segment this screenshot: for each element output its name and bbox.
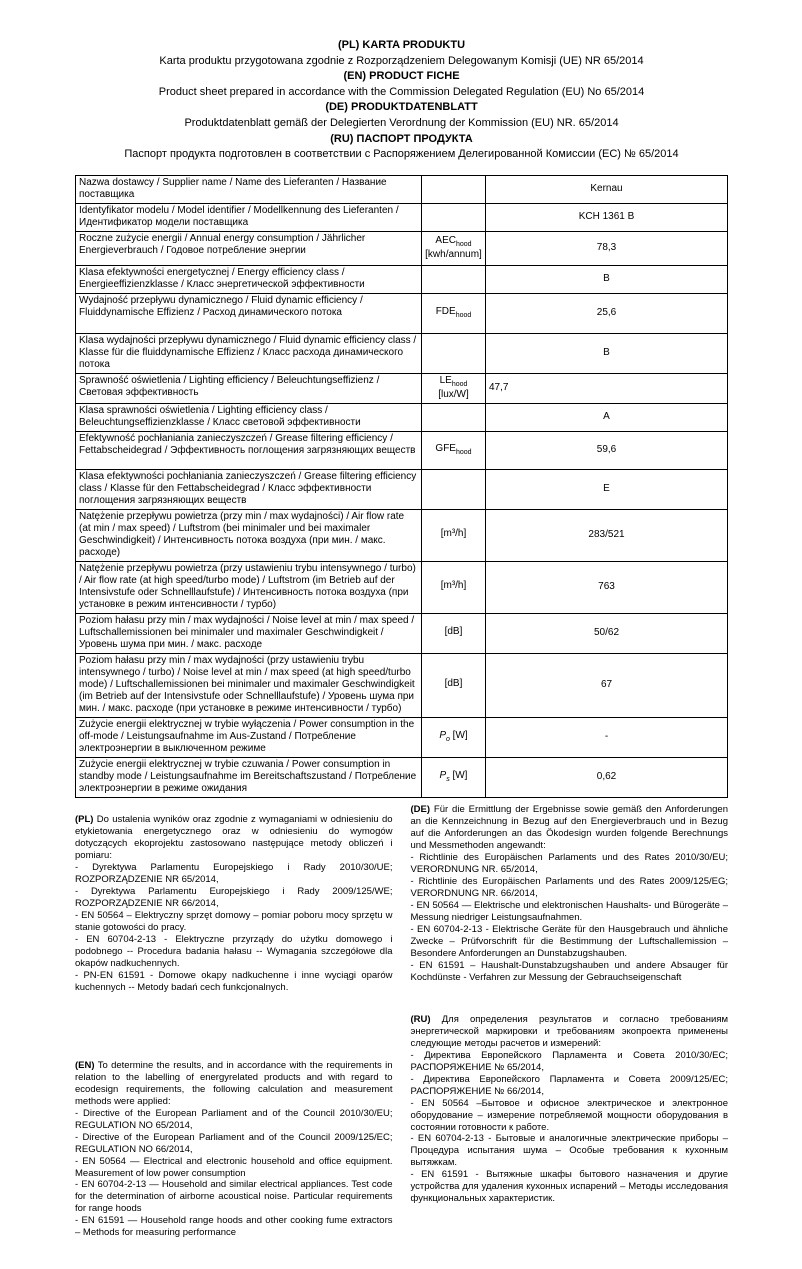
table-row-grease-filtering-efficiency (76, 432, 728, 470)
methods-en-intro: (EN) To determine the results, and in accordance with the requirements in relation to the labelling of energyrelated products and with regard to ecodesign requirements, the following calculation and measurement methods were applied: (75, 1059, 393, 1107)
methods-en-item: - EN 61591 — Household range hoods and other cooking fume extractors – Methods for measuring performance (75, 1215, 393, 1239)
row-value: E (486, 470, 728, 510)
row-symbol (422, 470, 486, 510)
row-value: 67 (486, 654, 728, 718)
methods-ru-tag: (RU) (410, 1013, 431, 1025)
row-value: B (486, 265, 728, 293)
table-row-fluid-dynamic-efficiency (76, 293, 728, 333)
methods-en-tag: (EN) (75, 1059, 95, 1071)
row-label: Natężenie przepływu powietrza (przy ustawieniu trybu intensywnego / turbo) / Air flow rate (at high speed/turbo mode) / Luftstrom (im Betrieb auf der Intensivstufe oder Schnelllaufstufe) / Интенсивность потока воздуха (при установке в режим интенсивности / турбо) (76, 562, 422, 614)
row-label: Klasa efektywności energetycznej / Energy efficiency class / Energieeffizienzklasse / Класс энергетической эффективности (76, 265, 422, 293)
methods-en-item: - EN 60704-2-13 — Household and similar electrical appliances. Test code for the determination of airborne acoustical noise. Particular requirements for range hoods (75, 1179, 393, 1215)
table-row-air-flow-min-max (76, 510, 728, 562)
row-value: 78,3 (486, 231, 728, 265)
methods-de-item: - Richtlinie des Europäischen Parlaments und des Rates 2010/30/EU; VERORDNUNG NR. 65/2014, (410, 852, 728, 876)
row-symbol (422, 175, 486, 203)
methods-pl-tag: (PL) (75, 814, 94, 826)
methods-ru-item: - EN 50564 –Бытовое и офисное электрическое и электронное оборудование – измерение потребляемой мощности оборудования в состоянии готовности к работе. (410, 1097, 728, 1133)
row-label: Poziom hałasu przy min / max wydajności / Noise level at min / max speed / Luftschallemissionen bei minimaler und maximaler Geschwindigkeit / Уровень шума при мин. / макс. расходе (76, 614, 422, 654)
table-row-energy-class (76, 265, 728, 293)
row-value: 47,7 (486, 373, 728, 403)
methods-left-column (75, 804, 393, 1239)
row-symbol: [m³/h] (422, 510, 486, 562)
row-value: 25,6 (486, 293, 728, 333)
row-symbol (422, 333, 486, 373)
methods-ru-item: - Директива Европейского Парламента и Совета 2009/125/EC; РАСПОРЯЖЕНИЕ № 66/2014, (410, 1073, 728, 1097)
header-title-pl: (PL) KARTA PRODUKTU (337, 39, 466, 51)
row-value: 283/521 (486, 510, 728, 562)
row-value: 59,6 (486, 432, 728, 470)
row-label: Klasa wydajności przepływu dynamicznego / Fluid dynamic efficiency class / Klasse für die fluiddynamische Effizienz / Класс расхода динамического потока (76, 333, 422, 373)
header-title-en: (EN) PRODUCT FICHE (343, 70, 460, 83)
methods-de-item: - EN 61591 – Haushalt-Dunstabzugshauben und andere Absauger für Kochdünste - Verfahren zur Messung der Gebrauchseigenschaft (410, 959, 728, 983)
row-symbol (422, 203, 486, 231)
table-row-noise-turbo (76, 654, 728, 718)
row-label: Natężenie przepływu powietrza (przy min / max wydajności) / Air flow rate (at min / max speed) / Luftstrom (bei minimaler und bei maximaler Geschwindigkeit) / Интенсивность потока воздуха (при мин. / макс. расходе) (76, 510, 422, 562)
methods-ru-item: - EN 60704-2-13 - Бытовые и аналогичные электрические приборы – Процедура испытания шума – Особые требования к кухонным вытяжкам. (410, 1133, 728, 1169)
row-value: B (486, 333, 728, 373)
row-symbol: [dB] (422, 654, 486, 718)
row-symbol: $P_s$ [W] (422, 758, 486, 798)
methods-de-item: - Richtlinie des Europäischen Parlaments und des Rates 2009/125/EG; VERORDNUNG NR. 66/2014, (410, 876, 728, 900)
row-value: 763 (486, 562, 728, 614)
header-title-de: (DE) PRODUKTDATENBLATT (325, 101, 478, 114)
row-symbol: $LE_{hood}$ [lux/W] (422, 373, 486, 403)
table-row-grease-filtering-class (76, 470, 728, 510)
table-row-model (76, 203, 728, 231)
methods-pl-item: - EN 50564 – Elektryczny sprzęt domowy – pomiar poboru mocy sprzętu w stanie gotowości do pracy. (75, 910, 393, 933)
methods-de-tag: (DE) (410, 804, 431, 816)
document-header (75, 38, 728, 163)
methods-en-item: - Directive of the European Parliament and of the Council 2009/125/EC; REGULATION NO 66/2014, (75, 1131, 393, 1155)
methods-block-de (411, 804, 729, 984)
table-row-air-flow-turbo (76, 562, 728, 614)
header-subtitle-de: Produktdatenblatt gemäß der Delegierten Verordnung der Kommission (EU) NR. 65/2014 (184, 117, 619, 130)
row-value: - (486, 718, 728, 758)
methods-pl-item: - PN-EN 61591 - Domowe okapy nadkuchenne i inne wyciągi oparów kuchennych -- Metody badań cech funkcjonalnych. (75, 969, 393, 993)
methods-section (75, 804, 728, 1239)
table-row-power-standby (76, 758, 728, 798)
row-label: Sprawność oświetlenia / Lighting efficiency / Beleuchtungseffizienz / Световая эффективность (76, 373, 422, 403)
methods-block-ru (411, 1014, 729, 1206)
product-fiche-table (75, 175, 728, 798)
table-row-fluid-dynamic-class (76, 333, 728, 373)
row-label: Nazwa dostawcy / Supplier name / Name des Lieferanten / Название поставщика (76, 175, 422, 203)
methods-en-item: - Directive of the European Parliament and of the Council 2010/30/EU; REGULATION NO 65/2014, (75, 1107, 393, 1131)
row-symbol: $GFE_{hood}$ (422, 432, 486, 470)
methods-de-intro: (DE) Für die Ermittlung der Ergebnisse sowie gemäß den Anforderungen an die Kennzeichnung in Bezug auf den Energieverbrauch und in Bezug auf die Anforderungen an das Ökodesign wurden folgende Berechnungs und Messmethoden angewandt: (410, 804, 728, 852)
row-label: Klasa sprawności oświetlenia / Lighting efficiency class / Beleuchtungseffizienzklasse / Класс световой эффективности (76, 404, 422, 432)
table-row-lighting-efficiency (76, 373, 728, 403)
header-subtitle-en: Product sheet prepared in accordance with the Commission Delegated Regulation (EU) No 65/2014 (158, 85, 645, 98)
methods-ru-item: - Директива Европейского Парламента и Совета 2010/30/EC; РАСПОРЯЖЕНИЕ № 65/2014, (410, 1049, 728, 1073)
methods-ru-intro: (RU) Для определения результатов и согласно требованиям энергетической маркировки и требованиям экопроекта применены следующие методы расчетов и измерений: (410, 1013, 729, 1049)
row-value: KCH 1361 B (486, 203, 728, 231)
table-row-supplier (76, 175, 728, 203)
row-symbol: [dB] (422, 614, 486, 654)
row-label: Poziom hałasu przy min / max wydajności (przy ustawieniu trybu intensywnego / turbo) / Noise level at min / max speed (at high speed/turbo mode) / Luftschallemissionen bei minimaler und maximaler Geschwindigkeit (im Betrieb auf der Intensivstufe oder Schnelllaufstufe) / Уровень шума при мин. / макс. расходе (при установке в режиме интенсивности / турбо) (76, 654, 422, 718)
table-row-annual-energy (76, 231, 728, 265)
methods-pl-item: - Dyrektywa Parlamentu Europejskiego i Rady 2010/30/UE; ROZPORZĄDZENIE NR 65/2014, (75, 862, 393, 886)
row-symbol (422, 265, 486, 293)
header-title-ru: (RU) ПАСПОРТ ПРОДУКТА (330, 132, 473, 145)
row-symbol: $AEC_{hood}$ [kwh/annum] (422, 231, 486, 265)
methods-right-column (411, 804, 729, 1239)
table-row-power-off-mode (76, 718, 728, 758)
methods-en-item: - EN 50564 — Electrical and electronic household and office equipment. Measurement of low power consumption (75, 1155, 393, 1179)
methods-pl-item: - Dyrektywa Parlamentu Europejskiego i Rady 2009/125/WE; ROZPORZĄDZENIE NR 66/2014, (75, 886, 393, 910)
table-row-lighting-class (76, 404, 728, 432)
row-label: Identyfikator modelu / Model identifier / Modellkennung des Lieferanten / Идентификатор модели поставщика (76, 203, 422, 231)
header-subtitle-ru: Паспорт продукта подготовлен в соответствии с Распоряжением Делегированной Комиссии (ЕС) № 65/2014 (124, 148, 679, 161)
row-label: Wydajność przepływu dynamicznego / Fluid dynamic efficiency / Fluiddynamische Effizienz / Расход динамического потока (76, 293, 422, 333)
table-row-noise-min-max (76, 614, 728, 654)
row-value: 50/62 (486, 614, 728, 654)
row-value: Kernau (486, 175, 728, 203)
row-label: Roczne zużycie energii / Annual energy consumption / Jährlicher Energieverbrauch / Годовое потребление энергии (76, 231, 422, 265)
row-symbol: [m³/h] (422, 562, 486, 614)
header-subtitle-pl: Karta produktu przygotowana zgodnie z Rozporządzeniem Delegowanym Komisji (UE) NR 65/2014 (159, 54, 644, 67)
row-symbol (422, 404, 486, 432)
methods-pl-item: - EN 60704-2-13 - Elektryczne przyrządy do użytku domowego i podobnego -- Procedura badania hałasu -- Wymagania szczegółowe dla okapów nadkuchennych. (75, 933, 393, 969)
row-label: Klasa efektywności pochłaniania zanieczyszczeń / Grease filtering efficiency class / Klasse für den Fettabscheidegrad / Класс эффективности поглощения загрязняющих веществ (76, 470, 422, 510)
methods-ru-item: - EN 61591 - Вытяжные шкафы бытового назначения и другие устройства для удаления кухонных испарений – Методы исследования функциональных характеристик. (410, 1169, 728, 1205)
row-value: 0,62 (486, 758, 728, 798)
row-value: A (486, 404, 728, 432)
methods-pl-intro: (PL) Do ustalenia wyników oraz zgodnie z wymaganiami w odniesieniu do etykietowania energetycznego oraz w odniesieniu do wymogów dotyczących ekoprojektu zastosowano następujące metody obliczeń i pomiaru: (75, 814, 393, 862)
row-symbol: $P_o$ [W] (422, 718, 486, 758)
methods-de-item: - EN 50564 — Elektrische und elektronischen Haushalts- und Bürogeräte – Messung niedriger Leistungsaufnahmen. (410, 900, 728, 923)
row-label: Zużycie energii elektrycznej w trybie czuwania / Power consumption in standby mode / Leistungsaufnahme im Bereitschaftszustand / Потребление электроэнергии в режиме ожидания (76, 758, 422, 798)
methods-block-pl (75, 814, 393, 994)
row-label: Zużycie energii elektrycznej w trybie wyłączenia / Power consumption in the off-mode / Leistungsaufnahme im Aus-Zustand / Потребление электроэнергии в выключенном режиме (76, 718, 422, 758)
methods-de-item: - EN 60704-2-13 - Elektrische Geräte für den Hausgebrauch und ähnliche Zwecke – Prüfvorschrift für die Bestimmung der Luftschallemission – Besondere Anforderungen an Dunstabzugshauben. (410, 923, 728, 959)
methods-block-en (75, 1060, 393, 1240)
row-label: Efektywność pochłaniania zanieczyszczeń / Grease filtering efficiency / Fettabscheidegrad / Эффективность поглощения загрязняющих веществ (76, 432, 422, 470)
row-symbol: $FDE_{hood}$ (422, 293, 486, 333)
